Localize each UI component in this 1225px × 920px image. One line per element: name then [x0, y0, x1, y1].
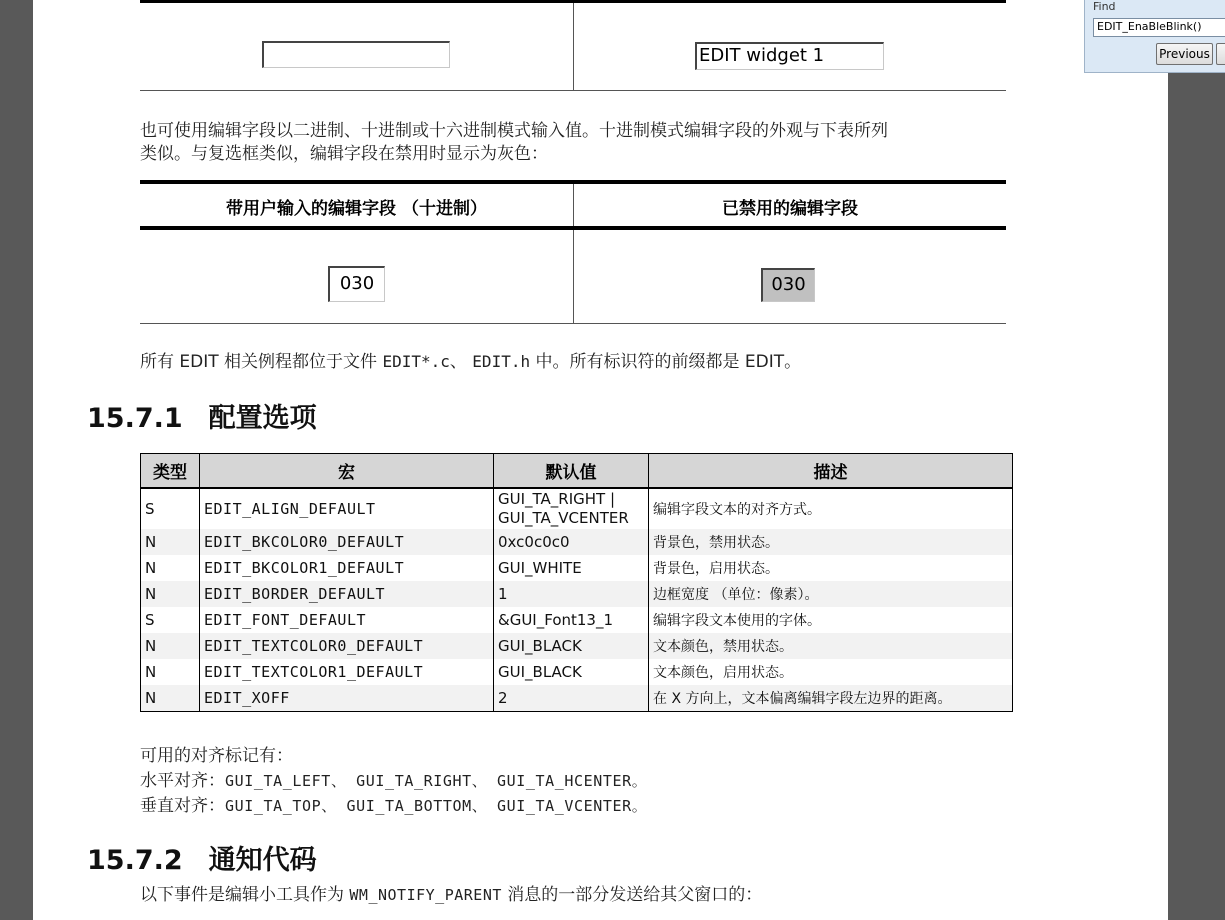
demo-table-header-right: 已禁用的编辑字段 [722, 199, 858, 219]
edit-widget-1[interactable] [695, 42, 884, 70]
edit-widget-empty[interactable] [262, 41, 450, 68]
align-vertical-values: GUI_TA_TOP、 GUI_TA_BOTTOM、 GUI_TA_VCENTER。 [225, 797, 648, 815]
next-button[interactable] [1216, 43, 1225, 65]
header-macro: 宏 [200, 454, 494, 489]
table-row [141, 685, 1013, 712]
separator-text: 、 [449, 352, 473, 372]
cell-type: N [141, 633, 200, 659]
cell-type: N [141, 555, 200, 581]
table-row [141, 555, 1013, 581]
cell-macro: EDIT_BKCOLOR1_DEFAULT [200, 555, 494, 581]
disabled-edit-value: 030 [771, 274, 806, 295]
cell-default: 2 [494, 685, 649, 712]
cell-macro: EDIT_XOFF [200, 685, 494, 712]
cell-macro: EDIT_TEXTCOLOR1_DEFAULT [200, 659, 494, 685]
cell-default: 1 [494, 581, 649, 607]
demo-table-header-left: 带用户输入的编辑字段 （十进制） [226, 199, 487, 219]
cell-type: N [141, 529, 200, 555]
cell-type: S [141, 488, 200, 529]
table-row [141, 529, 1013, 555]
notification-text: 以下事件是编辑小工具作为 [140, 885, 350, 905]
paragraph-line: 也可使用编辑字段以二进制、十进制或十六进制模式输入值。十进制模式编辑字段的外观与下表所列 [140, 121, 888, 141]
section-number: 15.7.1 [87, 403, 183, 434]
cell-description: 文本颜色，禁用状态。 [649, 633, 1013, 659]
cell-default: GUI_WHITE [494, 555, 649, 581]
cell-default: 0xc0c0c0 [494, 529, 649, 555]
cell-macro: EDIT_FONT_DEFAULT [200, 607, 494, 633]
cell-default-line: GUI_TA_VCENTER [498, 509, 629, 527]
edit-widget-1-text: EDIT widget 1 [699, 45, 825, 66]
section-title: 配置选项 [208, 403, 317, 434]
section-title: 通知代码 [208, 845, 317, 876]
cell-description: 编辑字段文本使用的字体。 [649, 607, 1013, 633]
cell-type: N [141, 581, 200, 607]
cell-description: 编辑字段文本的对齐方式。 [649, 488, 1013, 529]
demo-table-divider [573, 184, 574, 323]
viewer-scroll-gutter[interactable] [1168, 0, 1225, 920]
code-wm-notify-parent: WM_NOTIFY_PARENT [349, 886, 502, 904]
cell-description: 背景色，启用状态。 [649, 555, 1013, 581]
cell-type: N [141, 685, 200, 712]
routines-paragraph [140, 347, 801, 372]
cell-default [494, 488, 649, 529]
cell-type: N [141, 659, 200, 685]
cell-description: 背景色，禁用状态。 [649, 529, 1013, 555]
document-page [33, 0, 1168, 920]
table-row [141, 659, 1013, 685]
cell-macro: EDIT_TEXTCOLOR0_DEFAULT [200, 633, 494, 659]
table-row [141, 607, 1013, 633]
routines-text: 所有 EDIT 相关例程都位于文件 [140, 352, 383, 372]
file-name-h: EDIT.h [472, 352, 531, 371]
align-intro: 可用的对齐标记有： [140, 746, 293, 766]
viewer-left-gutter [0, 0, 33, 920]
top-table-bottom-border [140, 90, 1006, 91]
paragraph-line: 类似。与复选框类似，编辑字段在禁用时显示为灰色： [140, 144, 548, 164]
table-row [141, 633, 1013, 659]
cell-type: S [141, 607, 200, 633]
decimal-edit-value: 030 [339, 273, 375, 294]
cell-default: GUI_BLACK [494, 659, 649, 685]
top-table-divider [573, 3, 574, 90]
cell-default: &GUI_Font13_1 [494, 607, 649, 633]
decimal-edit-field[interactable] [328, 266, 385, 302]
cell-macro: EDIT_BORDER_DEFAULT [200, 581, 494, 607]
align-vertical-label: 垂直对齐： [140, 796, 225, 816]
find-title: Find [1093, 0, 1116, 13]
cell-macro: EDIT_ALIGN_DEFAULT [200, 488, 494, 529]
cell-default-line: GUI_TA_RIGHT | [498, 490, 616, 508]
section-heading-notification [87, 838, 317, 877]
disabled-edit-field [761, 268, 815, 302]
header-type: 类型 [141, 454, 200, 489]
align-horizontal-label: 水平对齐： [140, 771, 225, 791]
cell-description: 文本颜色，启用状态。 [649, 659, 1013, 685]
header-description: 描述 [649, 454, 1013, 489]
find-panel [1084, 0, 1225, 73]
previous-button[interactable]: Previous [1156, 43, 1213, 65]
align-vertical [140, 791, 647, 816]
demo-table-bottom-border [140, 323, 1006, 324]
demo-table-header-border [140, 226, 1006, 230]
header-default: 默认值 [494, 454, 649, 489]
find-input[interactable]: EDIT_EnaBleBlink() [1093, 18, 1225, 37]
cell-macro: EDIT_BKCOLOR0_DEFAULT [200, 529, 494, 555]
notification-text-end: 消息的一部分发送给其父窗口的： [501, 885, 763, 905]
section-heading-config [87, 396, 317, 435]
align-horizontal-values: GUI_TA_LEFT、 GUI_TA_RIGHT、 GUI_TA_HCENTER。 [225, 772, 648, 790]
routines-text-end: 中。所有标识符的前缀都是 EDIT。 [530, 352, 802, 372]
config-table-header-row [141, 454, 1013, 489]
cell-description: 在 X 方向上，文本偏离编辑字段左边界的距离。 [649, 685, 1013, 712]
table-row [141, 581, 1013, 607]
cell-default: GUI_BLACK [494, 633, 649, 659]
align-horizontal [140, 766, 647, 791]
section-number: 15.7.2 [87, 845, 183, 876]
notification-paragraph [140, 880, 762, 905]
file-name-c: EDIT*.c [382, 352, 450, 371]
table-row [141, 488, 1013, 529]
config-options-table [140, 453, 1013, 712]
cell-description: 边框宽度 （单位：像素）。 [649, 581, 1013, 607]
